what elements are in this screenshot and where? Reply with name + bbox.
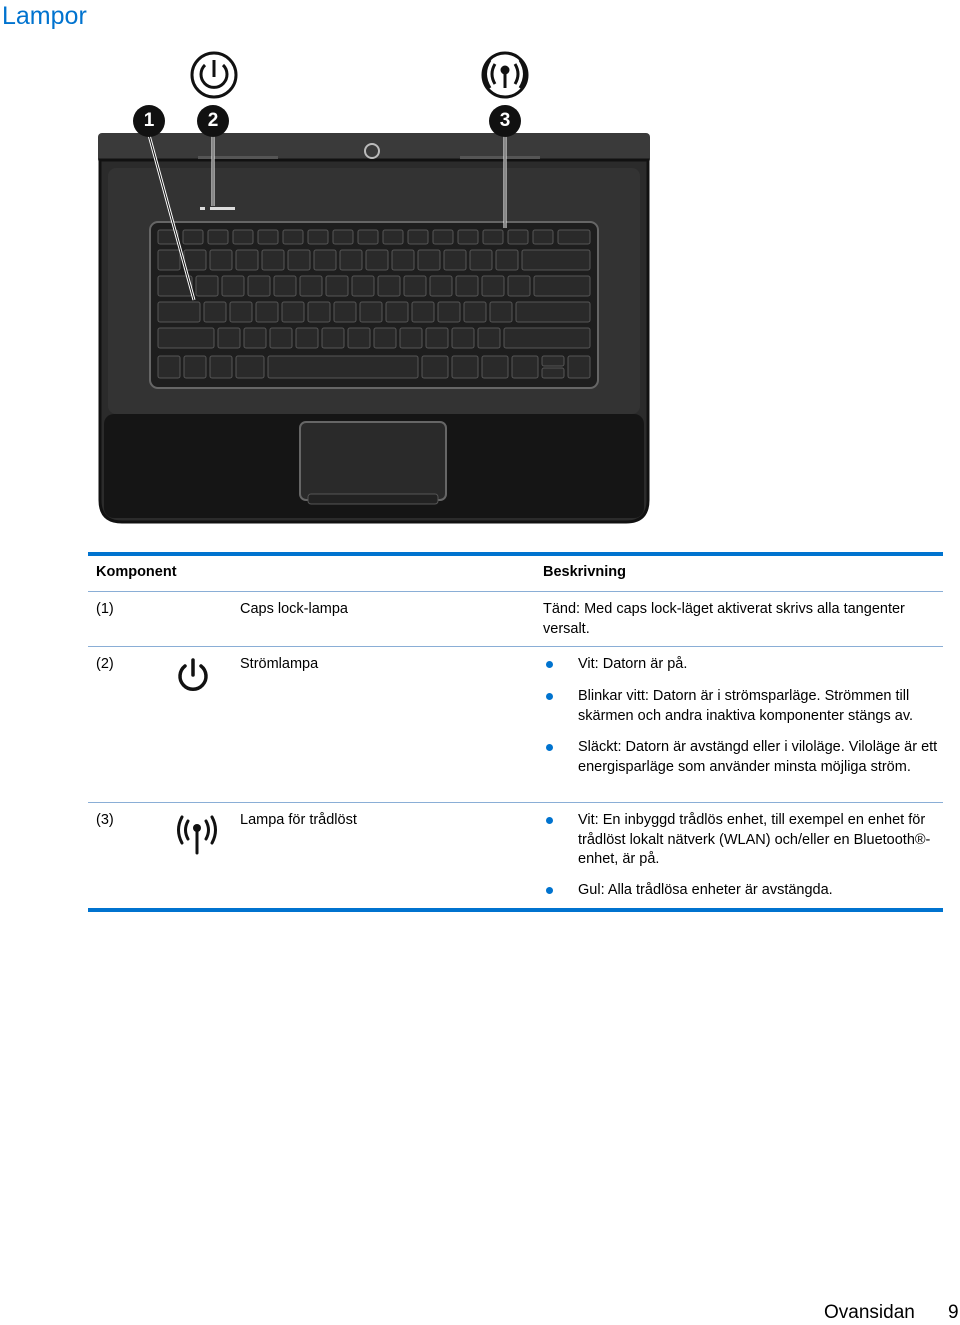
table-bottom-rule [88,908,943,912]
bullet-dot [546,887,553,894]
table-top-rule [88,552,943,556]
laptop-top-view-figure [0,40,960,540]
page-title: Lampor [2,2,87,30]
footer-page-number: 9 [948,1302,959,1323]
wireless-icon [174,813,220,857]
bullet-dot [546,744,553,751]
row-number: (1) [96,601,114,617]
power-icon [175,657,211,693]
callout-power-icon [192,53,236,97]
list-item: Blinkar vitt: Datorn är i strömsparläge. Strömmen till skärmen och andra inaktiva komponenter stängs av. [578,688,914,724]
bullet-dot [546,817,553,824]
callout-badge-1: 1 [133,105,165,137]
bullet-dot [546,693,553,700]
list-item: Vit: Datorn är på. [578,656,688,672]
list-item: Släckt: Datorn är avstängd eller i viloläge. Viloläge är ett energisparläge som använder minsta möjliga ström. [578,739,938,775]
component-name: Caps lock-lampa [240,601,348,617]
callout-badge-2: 2 [197,105,229,137]
list-item: Vit: En inbyggd trådlös enhet, till exempel en enhet för trådlöst lokalt nätverk (WLAN) och/eller en Bluetooth®-enhet, är på. [578,812,931,867]
bullet-dot [546,661,553,668]
component-name: Strömlampa [240,656,319,672]
row-number: (2) [96,656,114,672]
header-description: Beskrivning [543,564,626,580]
component-name: Lampa för trådlöst [240,812,357,828]
row-rule [88,802,943,803]
footer-section-name: Ovansidan [824,1302,915,1323]
row-rule [88,646,943,647]
component-description: Tänd: Med caps lock-läget aktiverat skrivs alla tangenter versalt. [543,601,905,637]
list-item: Gul: Alla trådlösa enheter är avstängda. [578,882,833,898]
callout-wireless-icon [483,53,527,97]
table-header-rule [88,591,943,592]
header-component: Komponent [96,564,177,580]
row-number: (3) [96,812,114,828]
callout-badge-3: 3 [489,105,521,137]
